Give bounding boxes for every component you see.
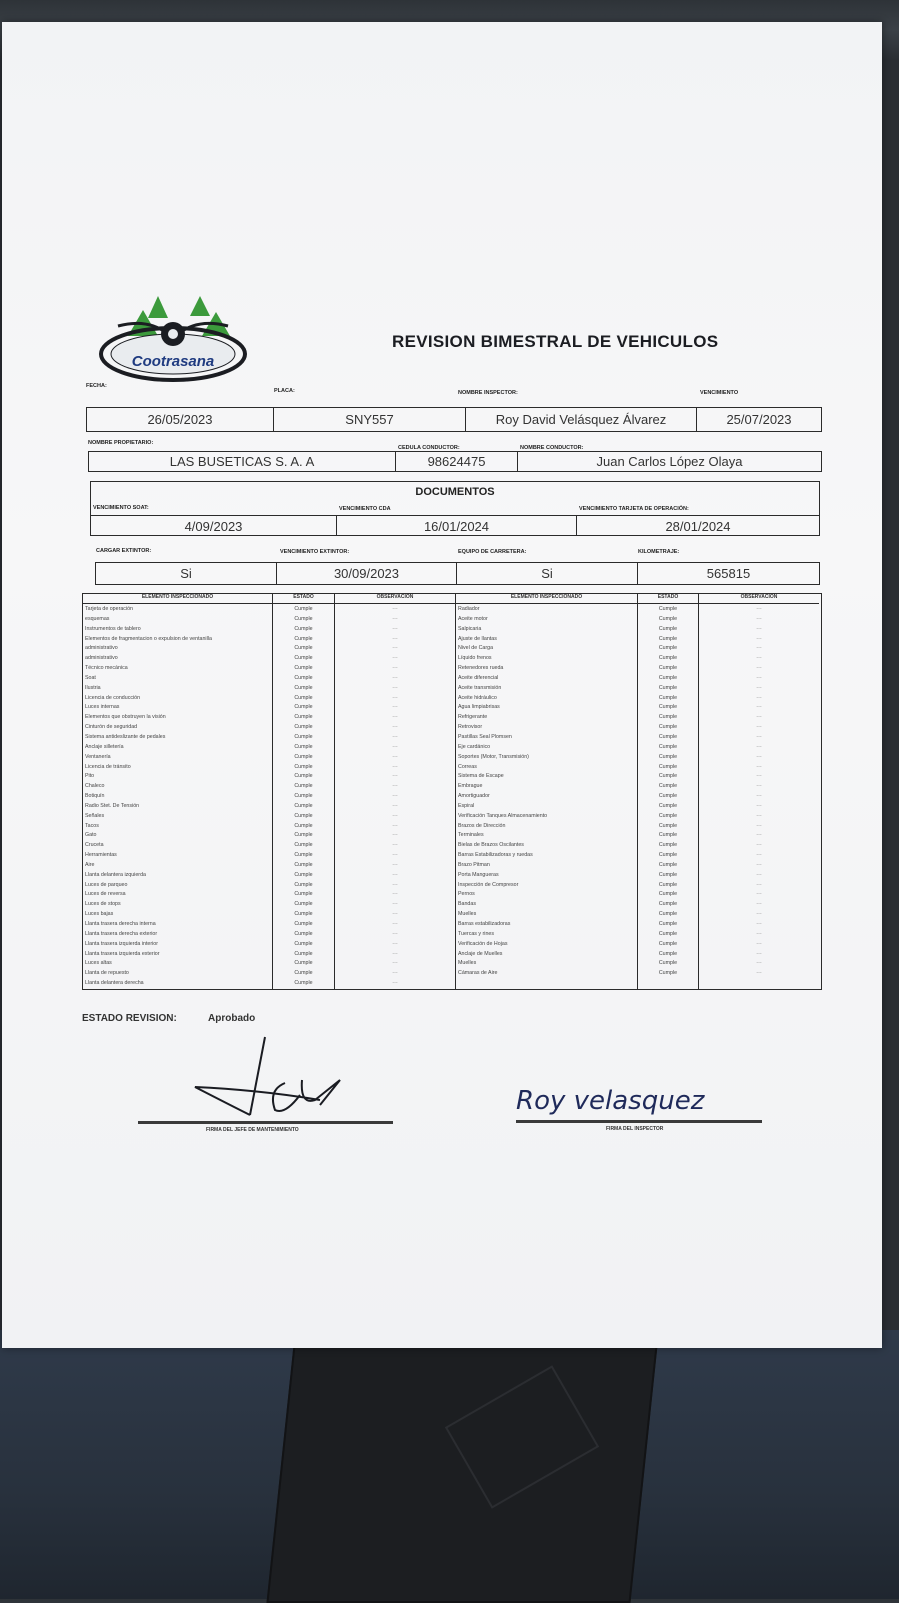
obs-cell: --- xyxy=(392,733,398,740)
left-obs-header: OBSERVACIÓN xyxy=(335,594,455,604)
estado-cell: Cumple xyxy=(294,606,313,612)
estado-cell: Cumple xyxy=(658,861,678,868)
obs-cell: --- xyxy=(392,921,398,927)
table-item: Aceite transmisión xyxy=(458,684,502,691)
estado-cell: Cumple xyxy=(294,625,313,632)
obs-cell: --- xyxy=(756,783,762,790)
estado-cell: Cumple xyxy=(294,674,313,681)
estado-cell: Cumple xyxy=(294,724,313,731)
documentos-values-row xyxy=(91,515,819,536)
obs-cell: --- xyxy=(392,861,398,868)
obs-cell: --- xyxy=(392,793,398,800)
obs-cell: --- xyxy=(756,743,762,750)
estado-cell: Cumple xyxy=(658,852,678,859)
table-item: Eje cardánico xyxy=(458,743,491,750)
obs-cell: --- xyxy=(392,704,398,711)
table-item: Luces de reversa xyxy=(85,891,126,898)
obs-cell: --- xyxy=(756,921,762,927)
table-item: Verificación de Hojas xyxy=(458,940,508,947)
obs-cell: --- xyxy=(756,615,762,622)
estado-cell: Cumple xyxy=(658,960,678,967)
cargar-value: Si xyxy=(96,563,277,584)
obs-cell: --- xyxy=(392,674,398,681)
table-item: Llanta delantera izquierda xyxy=(85,871,146,878)
obs-cell: --- xyxy=(756,606,762,612)
obs-cell: --- xyxy=(392,822,398,829)
estado-cell: Cumple xyxy=(658,665,678,672)
estado-cell: Cumple xyxy=(294,940,313,947)
table-item: Bandas xyxy=(458,901,476,908)
right-obs-col xyxy=(699,594,819,989)
table-item: Licencia de conducción xyxy=(85,694,141,701)
estado-cell: Cumple xyxy=(658,950,678,957)
table-item: Llanta trasera izquierda interior xyxy=(85,940,159,947)
table-item: Pastillas Seal Plomsen xyxy=(458,733,512,740)
table-item: Agua limpiabrisas xyxy=(458,704,500,711)
obs-cell: --- xyxy=(756,891,762,898)
table-item: Licencia de tránsito xyxy=(85,763,131,770)
obs-cell: --- xyxy=(756,625,762,632)
table-item: Señales xyxy=(85,812,105,819)
left-estado-list xyxy=(273,605,334,989)
estado-cell: Cumple xyxy=(294,822,313,829)
table-item: Pernos xyxy=(458,891,475,898)
table-item: Técnico mecánica xyxy=(85,665,128,672)
estado-cell: Cumple xyxy=(294,891,313,898)
table-item: Sistema de Escape xyxy=(458,773,504,780)
table-item: Muelles xyxy=(458,960,477,967)
table-item: Elementos que obstruyen la visión xyxy=(85,714,166,721)
documentos-section xyxy=(90,481,820,536)
obs-cell: --- xyxy=(392,743,398,750)
table-item: Aceite hidráulico xyxy=(458,694,497,701)
table-item: Refrigerante xyxy=(458,714,488,721)
soat-value: 4/09/2023 xyxy=(91,516,337,536)
estado-cell: Cumple xyxy=(658,704,678,711)
table-item: Aceite motor xyxy=(458,615,488,622)
obs-cell: --- xyxy=(392,753,398,760)
placa-value: SNY557 xyxy=(274,408,466,431)
fecha-value: 26/05/2023 xyxy=(87,408,274,431)
obs-cell: --- xyxy=(392,665,398,672)
obs-cell: --- xyxy=(392,694,398,701)
estado-cell: Cumple xyxy=(658,930,678,937)
kilometraje-value: 565815 xyxy=(706,566,751,581)
estado-cell: Cumple xyxy=(294,842,313,849)
estado-cell: Cumple xyxy=(658,763,678,770)
table-item: Sistema antideslizante de pedales xyxy=(85,733,166,740)
obs-cell: --- xyxy=(756,793,762,800)
estado-cell: Cumple xyxy=(658,891,678,898)
estado-cell: Cumple xyxy=(294,901,313,908)
estado-cell: Cumple xyxy=(658,802,678,809)
estado-cell: Cumple xyxy=(294,783,313,790)
obs-cell: --- xyxy=(392,606,398,612)
estado-cell: Cumple xyxy=(294,753,313,760)
table-item: Porta Mangueras xyxy=(458,871,499,878)
obs-cell: --- xyxy=(392,724,398,731)
estado-cell: Cumple xyxy=(658,773,678,780)
table-item: administrativo xyxy=(85,645,118,652)
obs-cell: --- xyxy=(392,714,398,721)
table-item: Instrumentos de tablero xyxy=(85,625,141,632)
table-item: Amortiguador xyxy=(458,793,490,800)
table-item: administrativo xyxy=(85,655,118,662)
obs-cell: --- xyxy=(392,901,398,908)
obs-cell: --- xyxy=(392,655,398,662)
left-estado-col xyxy=(273,594,335,989)
right-elemento-col xyxy=(456,594,638,989)
left-items-list xyxy=(83,605,272,989)
table-item: Correas xyxy=(458,763,477,770)
vencimiento-label: VENCIMIENTO xyxy=(700,390,739,396)
obs-cell: --- xyxy=(392,891,398,898)
left-estado-header: ESTADO xyxy=(273,594,334,604)
estado-cell: Cumple xyxy=(658,655,678,662)
obs-cell: --- xyxy=(392,930,398,937)
estado-cell: Cumple xyxy=(658,871,678,878)
signature-inspector: Roy velasquez xyxy=(516,1086,705,1116)
obs-cell: --- xyxy=(756,930,762,937)
estado-cell: Cumple xyxy=(658,921,678,927)
table-item: Barras estabilizadoras xyxy=(458,921,511,927)
obs-cell: --- xyxy=(392,911,398,918)
obs-cell: --- xyxy=(756,901,762,908)
estado-cell: Cumple xyxy=(658,674,678,681)
obs-cell: --- xyxy=(756,773,762,780)
table-item: Botiquín xyxy=(85,793,105,800)
obs-cell: --- xyxy=(756,645,762,652)
obs-cell: --- xyxy=(756,871,762,878)
estado-cell: Cumple xyxy=(294,714,313,721)
signature-line-right xyxy=(516,1120,762,1123)
table-item: Cruceta xyxy=(85,842,104,849)
signature-caption-right: FIRMA DEL INSPECTOR xyxy=(606,1126,664,1132)
table-item: Salpicaria xyxy=(458,625,482,632)
kilometraje-label: KILOMETRAJE: xyxy=(638,549,680,555)
obs-cell: --- xyxy=(392,783,398,790)
obs-cell: --- xyxy=(756,763,762,770)
obs-cell: --- xyxy=(756,684,762,691)
obs-cell: --- xyxy=(392,980,398,987)
table-item: Elementos de fragmentacion o expulsion de ventanilla xyxy=(85,635,212,642)
table-item: Luces de parqueo xyxy=(85,881,128,888)
table-item: Tacos xyxy=(85,822,99,829)
table-item: Tarjeta de operación xyxy=(85,606,133,612)
left-obs-col xyxy=(335,594,456,989)
soat-label: VENCIMIENTO SOAT: xyxy=(93,505,149,511)
table-item: Embrague xyxy=(458,783,483,790)
signature-line-left xyxy=(138,1121,393,1124)
estado-cell: Cumple xyxy=(294,921,313,927)
table-item: Muelles xyxy=(458,911,477,918)
estado-cell: Cumple xyxy=(294,793,313,800)
obs-cell: --- xyxy=(392,940,398,947)
estado-cell: Cumple xyxy=(294,802,313,809)
estado-cell: Cumple xyxy=(294,655,313,662)
table-item: Tuercas y rines xyxy=(458,930,495,937)
estado-cell: Cumple xyxy=(658,842,678,849)
estado-cell: Cumple xyxy=(294,733,313,740)
signature-jefe xyxy=(190,1035,350,1130)
cedula-label: CEDULA CONDUCTOR: xyxy=(398,445,460,451)
vencimiento-value: 25/07/2023 xyxy=(726,412,792,427)
estado-cell: Cumple xyxy=(658,625,678,632)
obs-cell: --- xyxy=(756,842,762,849)
table-item: Terminales xyxy=(458,832,484,839)
estado-cell: Cumple xyxy=(658,783,678,790)
obs-cell: --- xyxy=(392,871,398,878)
cargar-label: CARGAR EXTINTOR: xyxy=(96,548,152,554)
obs-cell: --- xyxy=(756,724,762,731)
table-item: Nivel de Carga xyxy=(458,645,494,652)
left-elemento-header: ELEMENTO INSPECCIONADO xyxy=(83,594,272,604)
estado-cell: Cumple xyxy=(294,694,313,701)
table-item: Luces de stops xyxy=(85,901,121,908)
table-item: Llanta de repuesto xyxy=(85,970,129,977)
estado-cell: Cumple xyxy=(294,635,313,642)
obs-cell: --- xyxy=(392,950,398,957)
obs-cell: --- xyxy=(756,822,762,829)
estado-cell: Cumple xyxy=(658,714,678,721)
estado-cell: Cumple xyxy=(658,615,678,622)
venc-extintor-value: 30/09/2023 xyxy=(277,563,457,584)
equipo-row xyxy=(95,562,820,585)
obs-cell: --- xyxy=(756,960,762,967)
table-item: Verificación Tanques Almacenamiento xyxy=(458,812,548,819)
obs-cell: --- xyxy=(756,753,762,760)
table-item: Brazos de Dirección xyxy=(458,822,506,829)
obs-cell: --- xyxy=(756,674,762,681)
estado-cell: Cumple xyxy=(294,881,313,888)
estado-cell: Cumple xyxy=(294,950,313,957)
conductor-value: Juan Carlos López Olaya xyxy=(596,454,743,469)
table-item: Espiral xyxy=(458,802,475,809)
inspector-label: NOMBRE INSPECTOR: xyxy=(458,390,518,396)
estado-cell: Cumple xyxy=(658,694,678,701)
obs-cell: --- xyxy=(756,635,762,642)
propietario-label: NOMBRE PROPIETARIO: xyxy=(88,440,154,446)
table-item: Pito xyxy=(85,773,95,780)
estado-cell: Cumple xyxy=(294,704,313,711)
estado-cell: Cumple xyxy=(658,822,678,829)
signature-caption-left: FIRMA DEL JEFE DE MANTENIMIENTO xyxy=(206,1127,299,1133)
estado-cell: Cumple xyxy=(658,635,678,642)
table-item: Chaleco xyxy=(85,783,105,790)
table-item: Llanta trasera derecha exterior xyxy=(85,930,158,937)
obs-cell: --- xyxy=(392,832,398,839)
estado-cell: Cumple xyxy=(658,793,678,800)
estado-cell: Cumple xyxy=(294,645,313,652)
inspection-table xyxy=(82,593,822,990)
right-obs-header: OBSERVACIÓN xyxy=(699,594,819,604)
obs-cell: --- xyxy=(392,802,398,809)
obs-cell: --- xyxy=(392,684,398,691)
estado-cell: Cumple xyxy=(658,684,678,691)
left-obs-list xyxy=(335,605,455,989)
right-estado-list xyxy=(638,605,698,979)
estado-cell: Cumple xyxy=(294,763,313,770)
table-item: Aire xyxy=(85,861,95,868)
carretera-value: Si xyxy=(457,563,638,584)
obs-cell: --- xyxy=(392,881,398,888)
estado-revision-value: Aprobado xyxy=(208,1013,256,1024)
fecha-label: FECHA: xyxy=(86,383,107,389)
obs-cell: --- xyxy=(756,950,762,957)
right-items-list xyxy=(456,605,637,979)
estado-cell: Cumple xyxy=(294,773,313,780)
table-item: Llanta trasera izquierda exterior xyxy=(85,950,160,957)
right-obs-list xyxy=(699,605,819,979)
estado-cell: Cumple xyxy=(294,852,313,859)
obs-cell: --- xyxy=(756,970,762,977)
obs-cell: --- xyxy=(392,773,398,780)
table-item: Ventanería xyxy=(85,753,111,760)
estado-cell: Cumple xyxy=(294,665,313,672)
estado-cell: Cumple xyxy=(658,940,678,947)
cda-value: 16/01/2024 xyxy=(337,516,577,536)
estado-cell: Cumple xyxy=(658,733,678,740)
estado-cell: Cumple xyxy=(658,832,678,839)
left-elemento-col xyxy=(83,594,273,989)
obs-cell: --- xyxy=(756,852,762,859)
inspector-value: Roy David Velásquez Álvarez xyxy=(466,408,697,431)
obs-cell: --- xyxy=(756,802,762,809)
table-item: Líquido frenos xyxy=(458,655,492,662)
table-item: Ilustria xyxy=(85,684,101,691)
table-item: Inspección de Compresor xyxy=(458,881,519,888)
estado-cell: Cumple xyxy=(294,980,313,987)
obs-cell: --- xyxy=(756,733,762,740)
obs-cell: --- xyxy=(756,940,762,947)
table-item: Barras Estabilizadoras y ruedas xyxy=(458,852,533,859)
estado-revision-label: ESTADO REVISION: xyxy=(82,1013,177,1024)
estado-cell: Cumple xyxy=(658,970,678,977)
venc-extintor-label: VENCIMIENTO EXTINTOR: xyxy=(280,549,350,555)
obs-cell: --- xyxy=(392,763,398,770)
table-item: Luces internas xyxy=(85,704,120,711)
tarjeta-label: VENCIMIENTO TARJETA DE OPERACIÓN: xyxy=(579,506,689,512)
table-item: Anclaje de Muelles xyxy=(458,950,503,957)
obs-cell: --- xyxy=(392,970,398,977)
right-estado-header: ESTADO xyxy=(638,594,698,604)
table-item: Llanta trasera derecha interna xyxy=(85,921,156,927)
placa-label: PLACA: xyxy=(274,388,295,394)
obs-cell: --- xyxy=(392,852,398,859)
obs-cell: --- xyxy=(756,832,762,839)
header-row-2 xyxy=(88,451,822,472)
obs-cell: --- xyxy=(756,665,762,672)
estado-cell: Cumple xyxy=(294,615,313,622)
table-item: Gato xyxy=(85,832,97,839)
estado-cell: Cumple xyxy=(294,861,313,868)
estado-cell: Cumple xyxy=(658,645,678,652)
estado-cell: Cumple xyxy=(658,812,678,819)
estado-cell: Cumple xyxy=(294,911,313,918)
obs-cell: --- xyxy=(392,842,398,849)
obs-cell: --- xyxy=(756,812,762,819)
estado-cell: Cumple xyxy=(658,911,678,918)
right-elemento-header: ELEMENTO INSPECCIONADO xyxy=(456,594,637,604)
estado-cell: Cumple xyxy=(658,901,678,908)
obs-cell: --- xyxy=(756,694,762,701)
obs-cell: --- xyxy=(756,881,762,888)
table-item: Soportes (Motor, Transmisión) xyxy=(458,753,529,760)
header-row-1 xyxy=(86,407,822,432)
table-item: Brazo Pitman xyxy=(458,861,490,868)
table-item: Llanta delantera derecha xyxy=(85,980,144,987)
table-item: Soat xyxy=(85,674,96,681)
right-estado-col xyxy=(638,594,699,989)
cootrasana-logo xyxy=(98,296,248,386)
obs-cell: --- xyxy=(392,635,398,642)
obs-cell: --- xyxy=(756,911,762,918)
table-item: Bielas de Brazos Oscilantes xyxy=(458,842,524,849)
obs-cell: --- xyxy=(392,812,398,819)
estado-cell: Cumple xyxy=(658,724,678,731)
obs-cell: --- xyxy=(756,655,762,662)
cda-label: VENCIMIENTO CDA xyxy=(339,506,391,512)
obs-cell: --- xyxy=(392,625,398,632)
table-item: Anclaje silletería xyxy=(85,743,124,750)
table-item: Cinturón de seguridad xyxy=(85,724,138,731)
estado-cell: Cumple xyxy=(294,970,313,977)
estado-cell: Cumple xyxy=(294,832,313,839)
estado-cell: Cumple xyxy=(658,881,678,888)
table-item: Luces bajas xyxy=(85,911,114,918)
document-title: REVISION BIMESTRAL DE VEHICULOS xyxy=(392,332,719,351)
table-item: Aceite diferencial xyxy=(458,674,499,681)
estado-cell: Cumple xyxy=(294,960,313,967)
estado-cell: Cumple xyxy=(658,753,678,760)
estado-cell: Cumple xyxy=(294,871,313,878)
cedula-value: 98624475 xyxy=(396,452,518,471)
estado-cell: Cumple xyxy=(294,930,313,937)
table-item: Retrovisor xyxy=(458,724,483,731)
obs-cell: --- xyxy=(392,645,398,652)
obs-cell: --- xyxy=(756,861,762,868)
rubber-mat xyxy=(266,1345,657,1603)
table-item: Retenedores rueda xyxy=(458,665,504,672)
estado-cell: Cumple xyxy=(658,606,678,612)
table-item: Radio Stet. De Tensión xyxy=(85,802,140,809)
obs-cell: --- xyxy=(756,714,762,721)
logo-text: Cootrasana xyxy=(131,353,215,370)
estado-cell: Cumple xyxy=(658,743,678,750)
estado-cell: Cumple xyxy=(294,812,313,819)
tarjeta-value: 28/01/2024 xyxy=(665,518,731,534)
carretera-label: EQUIPO DE CARRETERA: xyxy=(458,549,527,555)
estado-cell: Cumple xyxy=(294,743,313,750)
estado-cell: Cumple xyxy=(294,684,313,691)
table-item: esquemas xyxy=(85,615,110,622)
table-item: Radiador xyxy=(458,606,480,612)
obs-cell: --- xyxy=(392,960,398,967)
conductor-label: NOMBRE CONDUCTOR: xyxy=(520,445,584,451)
table-item: Luces altas xyxy=(85,960,112,967)
obs-cell: --- xyxy=(756,704,762,711)
table-item: Cámaras de Aire xyxy=(458,970,498,977)
documentos-title: DOCUMENTOS xyxy=(415,486,495,498)
obs-cell: --- xyxy=(392,615,398,622)
table-item: Ajuste de llantas xyxy=(458,635,497,642)
table-item: Herramientas xyxy=(85,852,117,859)
propietario-value: LAS BUSETICAS S. A. A xyxy=(89,452,396,471)
